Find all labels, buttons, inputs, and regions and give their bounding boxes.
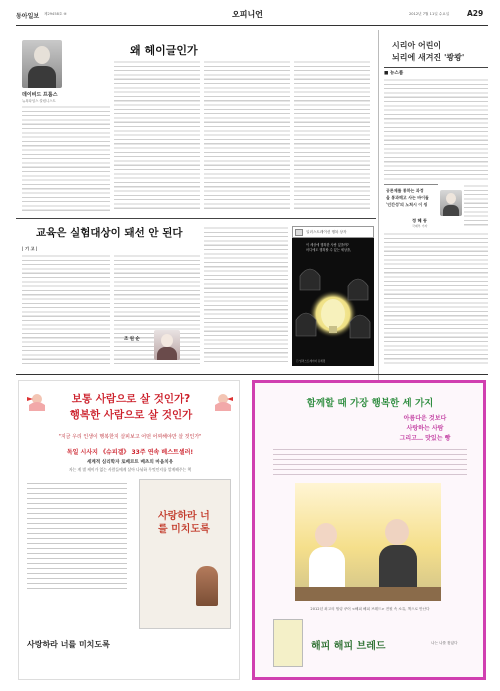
section-divider [16,218,376,219]
news-label: ■ 뉴스룸 [384,71,404,76]
date: 2012년 7월 11일 수요일 [409,12,450,16]
headline-2: 교육은 실험대상이 돼선 안 된다 [36,227,183,239]
sidebar-divider [378,30,379,390]
column2-series: | 기 고 | [22,246,38,251]
ad-right[interactable] [252,380,486,680]
ad-right-award: 2012년 최고의 힐링 쿠어 <해피 해피 브레드> 전원 속 소유, 책으로 만난다 [310,607,430,611]
paper-name: 동아일보 [16,13,40,20]
ad-left-sub-1: 세계적 심리학자 로베르트 베츠의 마음치유 [86,460,174,465]
ad-left-text-block [27,481,127,591]
ad-right-publisher: 나는 나를 찾았다 [431,641,458,645]
cartoon-panel [292,226,374,366]
sidebar-title-2: 뇌리에 새겨진 '쾅쾅' [392,53,465,62]
bestseller-banner: 독일 시사지 《슈피겔》 33주 연속 베스트셀러! [66,449,194,456]
book-title: 사랑하라 너를 미치도록 [27,640,110,649]
body-text-block [22,105,110,213]
sidebar-author-sub: 국제부 기자 [412,224,428,228]
book-cover-title: 사랑하라 너를 미치도록 [158,511,210,535]
body-text-block [294,60,370,212]
ad-left-headline-2: 행복한 사람으로 살 것인가 [69,409,193,421]
cartoon-credit: ⓒ 일러스트레이터 유세경 [296,360,326,363]
cartoon-label: 일러스트레이션 행복 상자 [306,230,347,234]
cupid-icon [25,389,49,413]
body-text-block [204,226,288,364]
author-title: 뉴욕타임스 칼럼니스트 [22,99,56,103]
sidebar-author: 정 혜 동 [412,218,428,223]
body-text-block [22,254,110,364]
ad-left-headline-1: 보통 사람으로 살 것인가? [71,393,191,405]
ad-right-line-2: 사랑하는 사람 [406,425,444,432]
pull-quote-3: '인간성'의 노쳐시 이 씽 [386,202,428,207]
ad-right-title: 해피 해피 브레드 [311,641,386,652]
book-cover[interactable] [273,619,303,667]
author-name: 데이비드 프롬스 [22,92,58,98]
page-number: A29 [467,9,484,18]
sidebar-photo [440,190,462,216]
book-cover[interactable] [139,479,231,629]
pull-quote-1: 공론제를 통하는 과정 [386,188,424,193]
masthead-rule [16,25,488,26]
portrait-photo [22,40,62,88]
pull-quote [384,184,438,224]
cupid-icon [211,389,235,413]
movie-photo [295,483,441,601]
headline-1: 왜 헤이글인가 [130,44,198,57]
pull-quote-2: 을 통과해고 사는 바이돌 [386,195,429,200]
book-cover-figure [196,566,218,606]
body-text-block [464,184,488,228]
body-text-block [204,60,290,212]
ad-right-text-block [273,447,467,477]
lightbulb-icon [292,256,374,366]
issue-number: 제29458호 ⑧ [44,12,67,16]
ads-divider [16,374,488,375]
ad-right-line-1: 아름다운 것보다 [403,415,447,422]
section-title: 오피니언 [232,10,263,19]
cartoon-text-2: 어디에도 행복할 수 있는 세상을, [306,248,352,252]
sidebar-rule [384,67,488,68]
ad-left[interactable] [18,380,240,680]
cartoon-box-icon [295,229,303,236]
author-photo-small [154,330,180,360]
ad-right-line-3: 그리고… 맛있는 빵 [399,435,451,442]
cartoon-title-bar [292,226,374,238]
ad-left-sub-2: 자는 게 별 케이가 없는 사람들에게 살아 나눠하 무엇인지를 알게해주는 책 [68,467,192,472]
masthead [16,9,488,25]
body-text-block [114,60,200,212]
column2-author: 조 원 순 [124,337,140,342]
cartoon-text-1: 이 세상에 행복한 사람 있을까? [306,243,349,247]
ad-right-headline: 함께할 때 가장 행복한 세 가지 [306,398,434,409]
body-text-block [384,78,488,182]
sidebar-title-1: 시리아 어린이 [392,41,442,50]
ad-left-quote: "지금 우리 인생이 행복한지 살피보고 어떤 어찌해야만 살 것인가" [58,434,202,440]
body-text-block [384,232,488,364]
